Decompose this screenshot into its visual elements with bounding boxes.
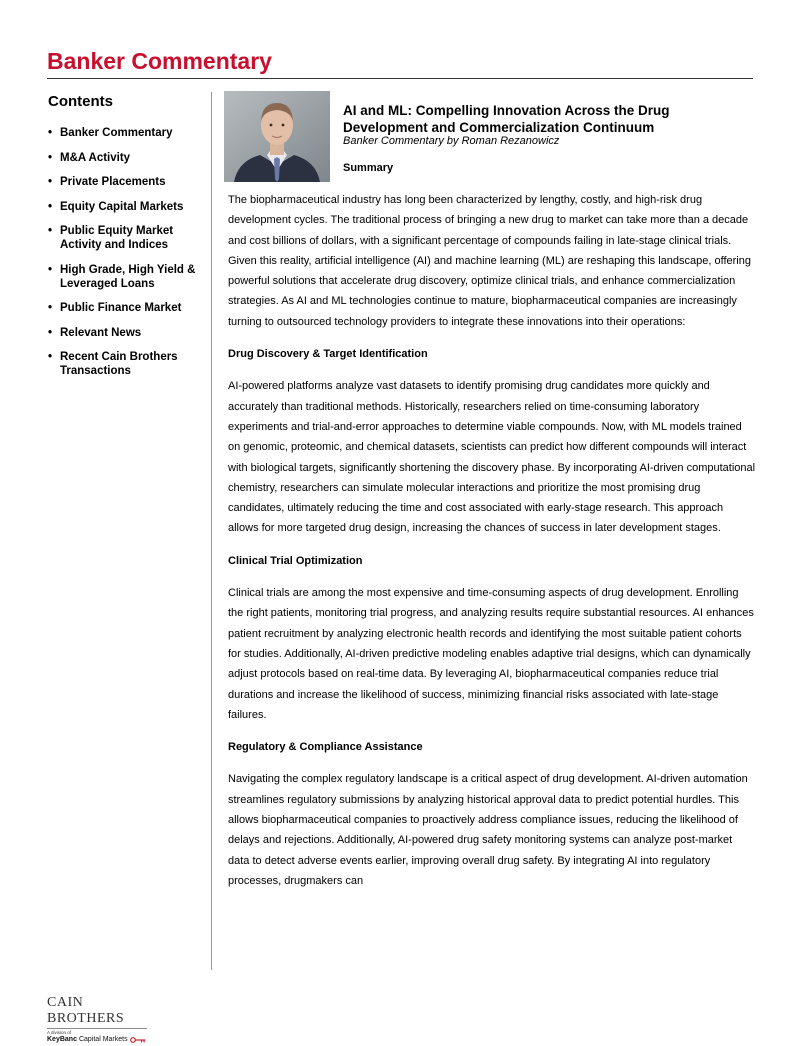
logo-brand-rest: Capital Markets — [78, 1036, 128, 1043]
contents-heading: Contents — [48, 93, 113, 110]
title-divider — [47, 78, 753, 79]
toc-item-recent-transactions[interactable]: • Recent Cain Brothers Transactions — [48, 350, 208, 378]
logo-brand-bold: KeyBanc — [47, 1036, 77, 1043]
toc-item-relevant-news[interactable]: • Relevant News — [48, 326, 208, 340]
contents-sidebar — [48, 93, 208, 389]
toc-item-public-equity-market[interactable]: • Public Equity Market Activity and Indices — [48, 224, 208, 252]
toc-item-banker-commentary[interactable]: • Banker Commentary — [48, 126, 208, 140]
intro-paragraph: The biopharmaceutical industry has long been characterized by lengthy, costly, and high-risk drug development cycles. The traditional process of bringing a new drug to market can take more than a decade and cost billions of dollars, with a significant percentage of compounds failing in late-stage clinical trials. Given this reality, artificial intelligence (AI) and machine learning (ML) are reshaping this landscape, offering powerful solutions that accelerate drug discovery, optimize clinical trials, and enhance commercialization strategies. As AI and ML technologies continue to mature, biopharmaceutical companies are increasingly turning to outsourced technology providers to integrate these innovations into their operations: — [228, 194, 751, 328]
article-body — [228, 190, 756, 903]
toc-item-ma-activity[interactable]: • M&A Activity — [48, 151, 208, 165]
page-title: Banker Commentary — [47, 48, 272, 74]
section-heading-drug-discovery: Drug Discovery & Target Identification — [228, 348, 428, 361]
logo-division: A division of — [47, 1030, 72, 1035]
logo-rule — [47, 1028, 147, 1029]
toc-item-equity-capital-markets[interactable]: • Equity Capital Markets — [48, 200, 208, 214]
cain-brothers-logo — [47, 995, 157, 1044]
logo-brand — [47, 1035, 157, 1044]
article-title: AI and ML: Compelling Innovation Across the Drug Development and Commercialization Continuum — [343, 103, 670, 135]
column-divider — [211, 92, 212, 970]
toc-item-private-placements[interactable]: • Private Placements — [48, 175, 208, 189]
summary-label: Summary — [343, 162, 394, 174]
logo-name: CAIN BROTHERS — [47, 995, 125, 1026]
author-photo — [224, 91, 330, 182]
toc-item-high-grade-high-yield[interactable]: • High Grade, High Yield & Leveraged Loans — [48, 263, 208, 291]
toc-item-public-finance-market[interactable]: • Public Finance Market — [48, 301, 208, 315]
section-text-drug-discovery: AI-powered platforms analyze vast datasets to identify promising drug candidates more quickly and accurately than traditional methods. Historically, researchers relied on time-consuming laboratory experiments and trial-and-error approaches to determine viable compounds. Now, with ML models trained on genomic, proteomic, and chemical datasets, scientists can predict how different compounds will interact with biological targets, significantly shortening the discovery phase. By incorporating AI-driven computational chemistry, researchers can simulate molecular interactions and prioritize the most promising drug candidates, ultimately reducing the time and cost associated with early-stage research. This approach allows for more targeted drug design, increasing the chances of success in later development stages. — [228, 380, 756, 535]
contents-list — [48, 126, 208, 378]
section-heading-clinical-trial: Clinical Trial Optimization — [228, 554, 363, 567]
key-icon — [130, 1037, 146, 1043]
section-heading-regulatory: Regulatory & Compliance Assistance — [228, 741, 423, 754]
article-byline: Banker Commentary by Roman Rezanowicz — [343, 135, 560, 147]
section-text-clinical-trial: Clinical trials are among the most expensive and time-consuming aspects of drug development. Enrolling the right patients, monitoring trial progress, and analyzing results require substantial resources. AI enhances patient recruitment by analyzing electronic health records and identifying the most suitable patient cohorts for studies. Additionally, AI-driven predictive modeling enables adaptive trial designs, which can dynamically adjust protocols based on real-time data. By leveraging AI, biopharmaceutical companies reduce trial durations and increase the likelihood of success, minimizing financial risks associated with late-stage failures. — [228, 587, 754, 721]
section-text-regulatory: Navigating the complex regulatory landscape is a critical aspect of drug development. AI-driven automation streamlines regulatory submissions by analyzing historical approval data to predict potential hurdles. This allows biopharmaceutical companies to proactively address compliance issues, reducing the likelihood of delays and rejections. Additionally, AI-powered drug safety monitoring systems can analyze post-market data to detect adverse events earlier, improving overall drug safety. By integrating AI into regulatory processes, drugmakers can — [228, 773, 748, 887]
